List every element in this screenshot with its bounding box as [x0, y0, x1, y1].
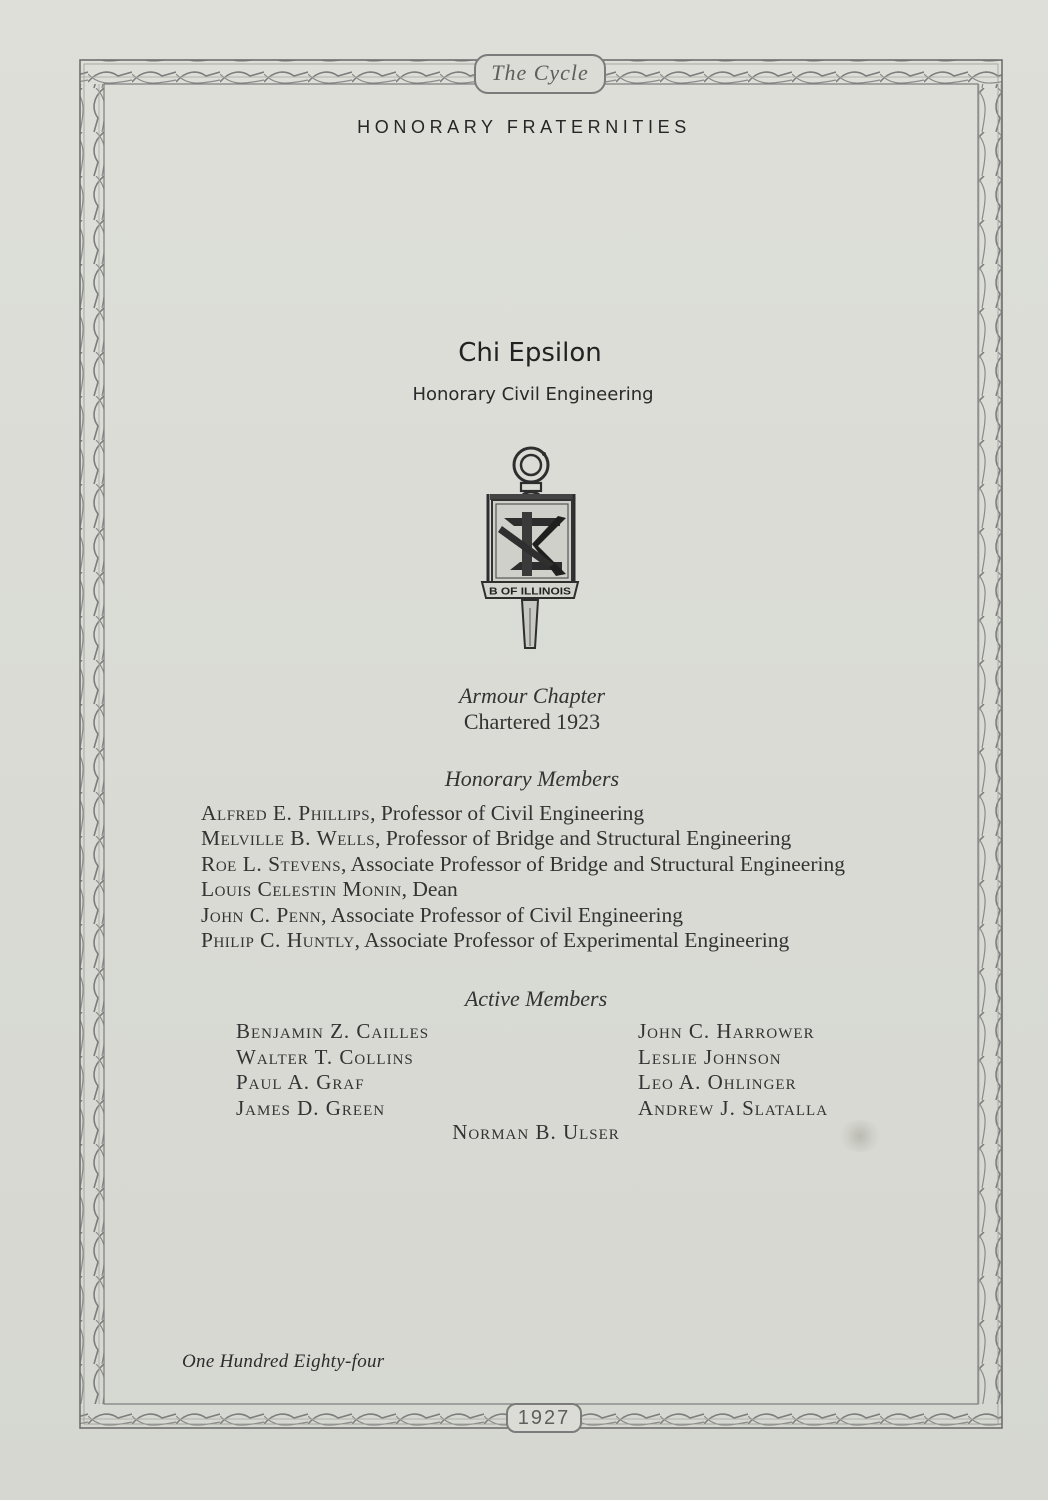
active-members-left-column [236, 1019, 429, 1121]
member-name: Roe L. Stevens [201, 851, 342, 876]
fraternity-name: Chi Epsilon [458, 338, 602, 368]
paper-stain [838, 1120, 882, 1152]
list-item: Walter T. Collins [236, 1044, 414, 1069]
member-name: Melville B. Wells [201, 826, 376, 851]
emblem-banner-text: B OF ILLINOIS [489, 585, 571, 598]
list-item [201, 877, 845, 902]
list-item: James D. Green [236, 1095, 386, 1120]
list-item [201, 903, 845, 928]
active-member-centered: Norman B. Ulser [452, 1120, 620, 1144]
honorary-members-list [201, 801, 845, 953]
list-item [201, 852, 845, 877]
list-item: Leo A. Ohlinger [638, 1070, 797, 1094]
member-name: John C. Penn [201, 902, 322, 927]
member-title: , Associate Professor of Experimental Engineering [354, 928, 790, 953]
active-members-heading: Active Members [464, 986, 608, 1011]
member-name: Alfred E. Phillips [201, 801, 371, 825]
list-item [201, 928, 845, 953]
fraternity-description: Honorary Civil Engineering [412, 384, 654, 405]
list-item: Paul A. Graf [236, 1070, 365, 1094]
fraternity-key-emblem [480, 446, 580, 651]
list-item: Andrew J. Slatalla [638, 1095, 829, 1120]
member-title: , Associate Professor of Civil Engineering [321, 902, 683, 927]
list-item [201, 826, 845, 851]
chapter-name: Armour Chapter [458, 683, 606, 708]
section-title: HONORARY FRATERNITIES [357, 117, 691, 137]
page-number: One Hundred Eighty-four [182, 1351, 385, 1372]
active-members-right-column [638, 1019, 828, 1121]
list-item: Benjamin Z. Cailles [236, 1019, 430, 1043]
member-name: Louis Celestin Monin [201, 877, 402, 902]
member-title: , Associate Professor of Bridge and Structural Engineering [341, 851, 845, 876]
list-item [201, 801, 845, 826]
member-title: , Dean [401, 877, 458, 902]
list-item: Leslie Johnson [638, 1044, 782, 1069]
list-item: John C. Harrower [638, 1019, 815, 1043]
member-name: Philip C. Huntly [201, 928, 355, 953]
chartered-date: Chartered 1923 [463, 709, 601, 734]
member-title: , Professor of Bridge and Structural Engineering [375, 826, 792, 851]
running-title: The Cycle [474, 54, 606, 94]
year-label: 1927 [506, 1403, 582, 1433]
member-title: , Professor of Civil Engineering [370, 801, 645, 825]
honorary-members-heading: Honorary Members [444, 766, 620, 791]
